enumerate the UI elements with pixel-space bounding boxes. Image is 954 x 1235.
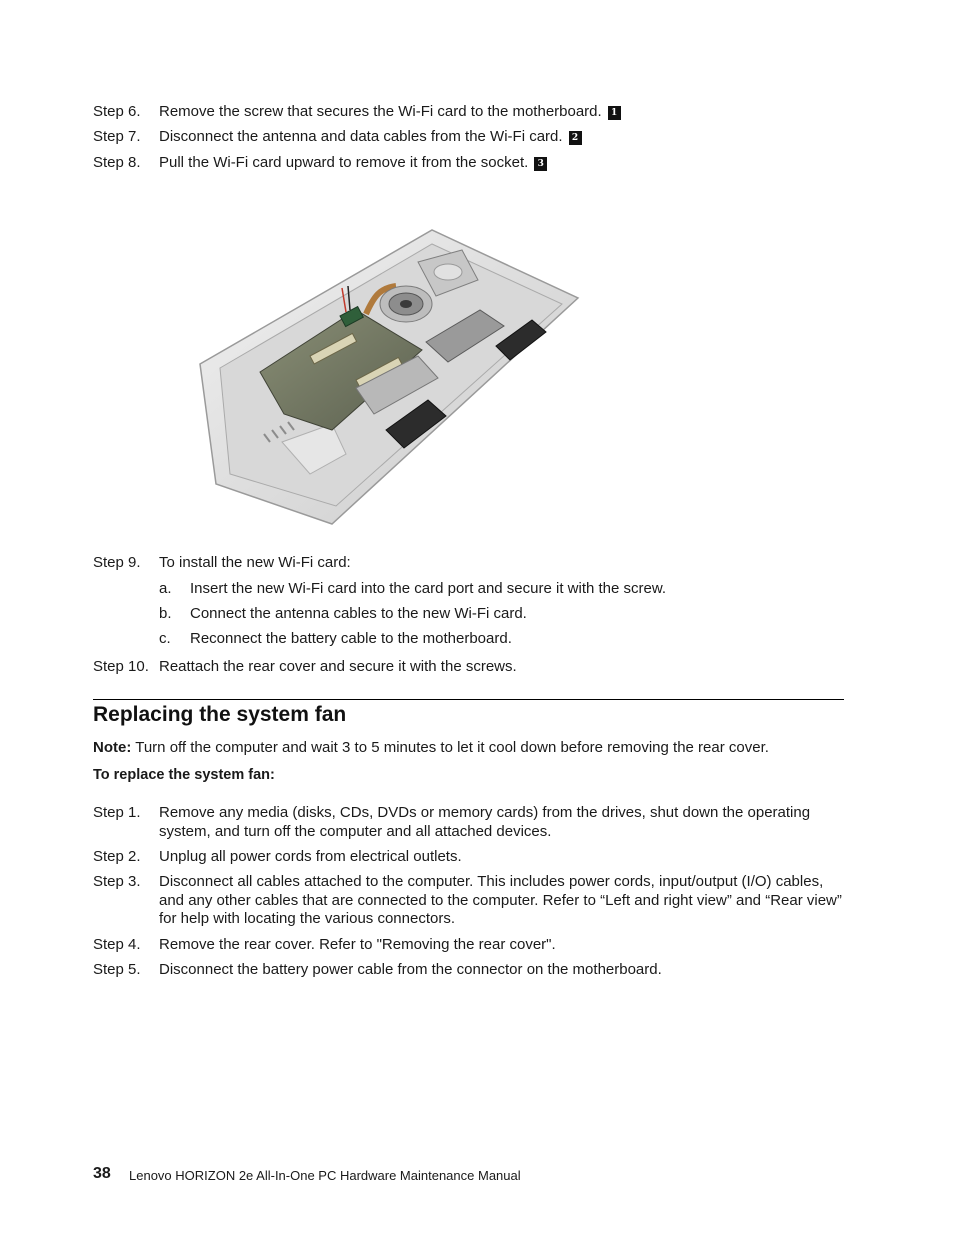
step-label: Step 2. xyxy=(93,848,141,865)
step-text: To install the new Wi-Fi card: xyxy=(159,554,351,571)
procedure-title: To replace the system fan: xyxy=(93,767,275,783)
wifi-card-removal-figure xyxy=(160,192,622,544)
step-label: Step 9. xyxy=(93,554,141,571)
step-text: Disconnect the antenna and data cables from the Wi-Fi card. 2 xyxy=(159,128,849,147)
step-text: Remove the screw that secures the Wi-Fi card to the motherboard. 1 xyxy=(159,103,849,122)
section-heading: Replacing the system fan xyxy=(93,703,347,726)
substep-text: Connect the antenna cables to the new Wi-Fi card. xyxy=(190,605,527,622)
substep-text: Insert the new Wi-Fi card into the card port and secure it with the screw. xyxy=(190,580,667,597)
system-fan xyxy=(380,286,432,322)
step-label: Step 8. xyxy=(93,154,141,171)
note-label: Note: xyxy=(93,739,132,756)
step-label: Step 1. xyxy=(93,804,141,821)
note-paragraph xyxy=(93,739,769,756)
substep-label: c. xyxy=(159,630,171,647)
step-label: Step 7. xyxy=(93,128,141,145)
callout-badge: 2 xyxy=(569,131,582,145)
step-text: Reattach the rear cover and secure it with the screws. xyxy=(159,658,517,675)
footer-title: Lenovo HORIZON 2e All-In-One PC Hardware Maintenance Manual xyxy=(129,1168,521,1183)
callout-badge: 3 xyxy=(534,157,547,171)
page-number: 38 xyxy=(93,1165,111,1182)
step-label: Step 6. xyxy=(93,103,141,120)
substep-label: a. xyxy=(159,580,172,597)
substep-label: b. xyxy=(159,605,172,622)
step-text: Remove any media (disks, CDs, DVDs or memory cards) from the drives, shut down the operating system, and turn off the computer and all attached devices. xyxy=(159,804,811,840)
step-text: Disconnect the battery power cable from the connector on the motherboard. xyxy=(159,961,662,978)
step-label: Step 10. xyxy=(93,658,149,675)
section-divider xyxy=(93,699,844,700)
step-text: Disconnect all cables attached to the computer. This includes power cords, input/output (I/O) cables, and any other cables that are connected to the computer. Refer to “Left and right view” and “Rear view” for help with locating the various connectors. xyxy=(159,873,842,927)
step-text: Remove the rear cover. Refer to "Removing the rear cover". xyxy=(159,936,556,953)
note-text: Turn off the computer and wait 3 to 5 minutes to let it cool down before removing the rear cover. xyxy=(135,739,769,756)
step-label: Step 4. xyxy=(93,936,141,953)
step-label: Step 5. xyxy=(93,961,141,978)
substep-text: Reconnect the battery cable to the motherboard. xyxy=(190,630,512,647)
step-text: Pull the Wi-Fi card upward to remove it from the socket. 3 xyxy=(159,154,849,173)
callout-badge: 1 xyxy=(608,106,621,120)
step-text: Unplug all power cords from electrical outlets. xyxy=(159,848,462,865)
step-label: Step 3. xyxy=(93,873,141,890)
